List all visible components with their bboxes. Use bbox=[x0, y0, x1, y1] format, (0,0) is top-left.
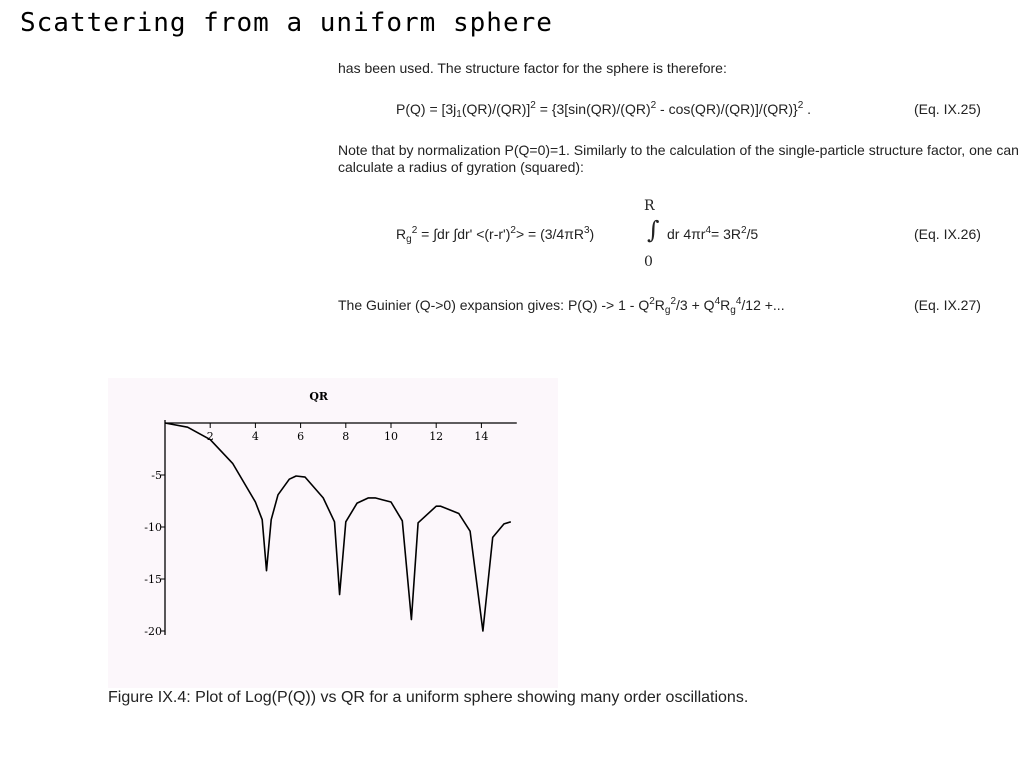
eq25-sup: 2 bbox=[650, 100, 657, 111]
eq27-sup: 2 bbox=[649, 296, 655, 307]
eq27-sup: 2 bbox=[670, 296, 677, 307]
eq25-sub: 1 bbox=[456, 109, 462, 120]
x-tick-label: 4 bbox=[251, 430, 259, 443]
eq25-sup: 2 bbox=[530, 100, 536, 111]
eq26-part: = ∫dr ∫dr' <(r-r') bbox=[417, 226, 511, 242]
y-ticks bbox=[144, 469, 165, 638]
guinier-expansion bbox=[338, 296, 785, 316]
eq26-part: dr 4πr bbox=[667, 226, 706, 242]
integral-upper-limit: R bbox=[644, 198, 655, 214]
eq26-sup: 2 bbox=[740, 225, 747, 236]
x-tick-label: 10 bbox=[384, 430, 398, 443]
intro-text: has been used. The structure factor for the sphere is therefore: bbox=[338, 60, 727, 76]
eq26-part: /5 bbox=[746, 226, 759, 242]
equation-number-25: (Eq. IX.25) bbox=[914, 101, 981, 117]
eq25-part: - cos(QR)/(QR)]/(QR)} bbox=[656, 101, 798, 117]
figure-plot-panel bbox=[108, 378, 558, 688]
log-form-factor-plot bbox=[108, 378, 558, 688]
eq26-sup: 4 bbox=[705, 225, 712, 236]
x-ticks bbox=[207, 423, 489, 443]
x-tick-label: 2 bbox=[206, 430, 214, 443]
eq26-part: > = (3/4πR bbox=[515, 226, 584, 242]
eq26-sup: 3 bbox=[583, 225, 590, 236]
x-tick-label: 14 bbox=[474, 430, 489, 443]
eq27-part: R bbox=[654, 297, 665, 313]
equation-radius-gyration bbox=[396, 225, 595, 245]
equation-number-27: (Eq. IX.27) bbox=[914, 297, 981, 313]
x-tick-label: 12 bbox=[429, 430, 444, 443]
x-tick-label: 8 bbox=[342, 430, 350, 443]
integral-lower-limit: 0 bbox=[644, 254, 653, 270]
eq26-part: ) bbox=[589, 226, 595, 242]
slide-title: Scattering from a uniform sphere bbox=[20, 8, 553, 38]
x-tick-label: 6 bbox=[297, 430, 305, 443]
eq26-part: = 3R bbox=[711, 226, 741, 242]
y-tick-label: -20 bbox=[144, 625, 162, 638]
equation-structure-factor bbox=[396, 100, 812, 120]
figure-caption: Figure IX.4: Plot of Log(P(Q)) vs QR for a uniform sphere showing many order oscillations. bbox=[108, 689, 749, 706]
eq26-sup: 2 bbox=[411, 225, 418, 236]
eq25-part: . bbox=[803, 101, 812, 117]
guinier-text: The Guinier (Q->0) expansion gives: P(Q) -> 1 - Q bbox=[338, 297, 650, 313]
eq27-part: /12 +... bbox=[741, 297, 785, 313]
normalization-note: Note that by normalization P(Q=0)=1. Similarly to the calculation of the single-particle structure factor, one can calculate a radius of gyration (squared): bbox=[338, 142, 1019, 175]
eq25-part: P(Q) = [3j bbox=[396, 101, 457, 117]
integral-sign: ∫ bbox=[647, 216, 660, 244]
eq25-sup: 2 bbox=[797, 100, 804, 111]
y-tick-label: -10 bbox=[144, 521, 162, 534]
eq27-part: R bbox=[720, 297, 731, 313]
eq27-sup: 4 bbox=[714, 296, 721, 307]
eq25-part: (QR)/(QR)] bbox=[461, 101, 531, 117]
equation-radius-gyration-integrand bbox=[667, 226, 758, 242]
eq27-sup: 4 bbox=[735, 296, 742, 307]
x-axis-label: QR bbox=[309, 390, 329, 403]
equation-number-26: (Eq. IX.26) bbox=[914, 226, 981, 242]
eq26-sub: g bbox=[406, 234, 412, 245]
eq25-part: = {3[sin(QR)/(QR) bbox=[535, 101, 651, 117]
eq27-part: /3 + Q bbox=[676, 297, 715, 313]
y-tick-label: -5 bbox=[151, 469, 162, 482]
eq27-sub: g bbox=[730, 305, 736, 316]
eq27-sub: g bbox=[664, 305, 671, 316]
series-line bbox=[165, 423, 511, 631]
y-tick-label: -15 bbox=[144, 573, 162, 586]
eq26-part: R bbox=[396, 226, 407, 242]
eq26-sup: 2 bbox=[510, 225, 516, 236]
